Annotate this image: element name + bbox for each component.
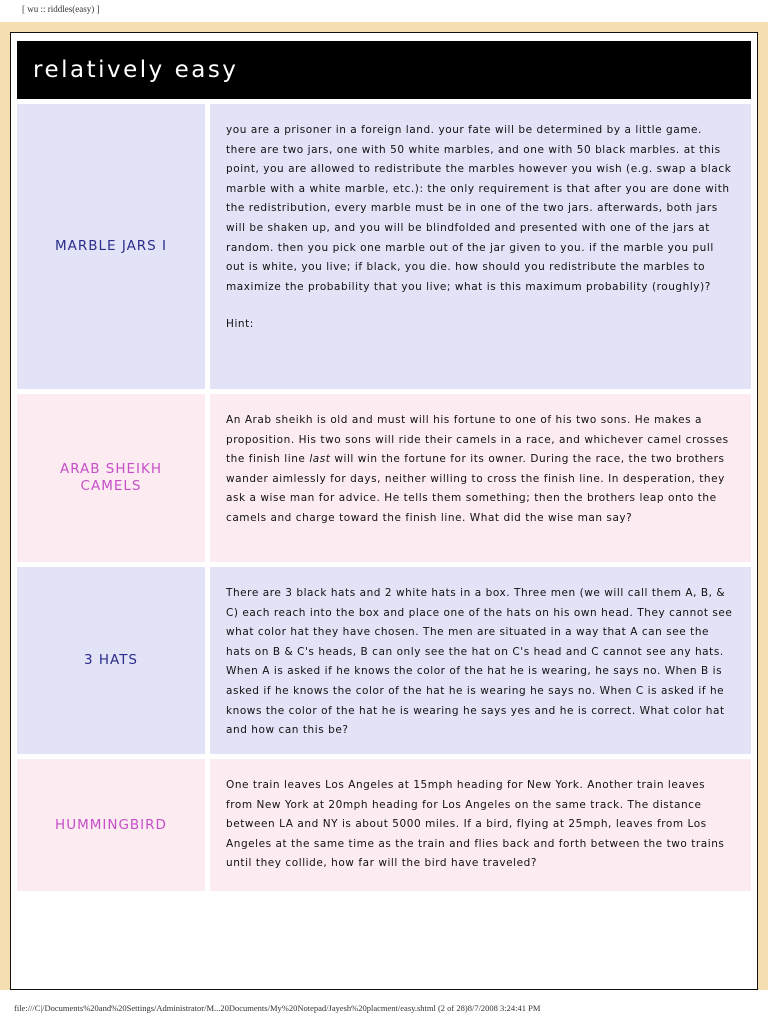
print-header: [ wu :: riddles(easy) ] [22, 4, 100, 14]
riddle-row-marble-jars [17, 104, 751, 389]
print-footer: file:///C|/Documents%20and%20Settings/Administrator/M...20Documents/My%20Notepad/Jayesh%20placment/easy.shtml (2 of 28)8/7/2008 3:24:41 PM [14, 1003, 541, 1013]
riddle-text-cell [210, 104, 751, 389]
riddle-text: you are a prisoner in a foreign land. your fate will be determined by a little game. there are two jars, one with 50 white marbles, and one with 50 black marbles. at this point, you are allowed to redistribute the marbles however you wish (e.g. swap a black marble with a white marble, etc.): the only requirement is that after you are done with the redistribution, every marble must be in one of the two jars. afterwards, both jars will be shaken up, and you will be blindfolded and presented with one of the jars at random. then you pick one marble out of the jar given to you. if the marble you pull out is white, you live; if black, you die. how should you redistribute the marbles to maximize the probability that you live; what is this maximum probability (roughly)? [226, 124, 732, 293]
riddle-title[interactable]: ARAB SHEIKH CAMELS [59, 461, 163, 494]
content-panel [10, 32, 758, 990]
riddle-title-cell [17, 759, 205, 891]
riddle-text-emphasis: last [309, 453, 331, 466]
riddle-title[interactable]: 3 HATS [83, 652, 139, 668]
riddle-text-part: An Arab sheikh is old and must will his fortune to one of his two sons. He makes a proposition. His two sons will ride their camels in a race, and whichever camel crosses the finish line [226, 414, 729, 466]
riddle-text: There are 3 black hats and 2 white hats in a box. Three men (we will call them A, B, & C) each reach into the box and place one of the hats on his own head. They cannot see what color hat they have chosen. The men are situated in a way that A can see the hats on B & C's heads, B can only see the hat on C's head and C cannot see any hats. When A is asked if he knows the color of the hat he is wearing, he says no. When B is asked if he knows the color of the hat he is wearing he says no. When C is asked if he knows the color of the hat he is wearing he says yes and he is correct. What color hat and how can this be? [226, 587, 733, 737]
page-frame [0, 22, 768, 990]
riddle-text-cell [210, 567, 751, 754]
riddle-title[interactable]: HUMMINGBIRD [55, 816, 167, 833]
riddle-text-cell [210, 394, 751, 562]
riddle-title-cell [17, 567, 205, 754]
riddle-row-arab-sheikh [17, 394, 751, 562]
riddle-title-cell [17, 104, 205, 389]
riddle-title[interactable]: MARBLE JARS I [54, 238, 168, 254]
riddle-row-3-hats [17, 567, 751, 754]
section-title-bar [17, 41, 751, 99]
riddle-row-hummingbird [17, 759, 751, 891]
riddle-text-part: will win the fortune for its owner. During the race, the two brothers wander aimlessly for days, neither willing to cross the finish line. In desperation, they ask a wise man for advice. He tells them something; then the brothers leap onto the camels and charge toward the finish line. What did the wise man say? [226, 453, 725, 524]
riddle-hint[interactable]: Hint: [226, 318, 254, 331]
riddle-title-cell [17, 394, 205, 562]
section-title: relatively easy [33, 57, 239, 83]
riddle-text-cell [210, 759, 751, 891]
riddle-text: One train leaves Los Angeles at 15mph heading for New York. Another train leaves from New York at 20mph heading for Los Angeles on the same track. The distance between LA and NY is about 5000 miles. If a bird, flying at 25mph, leaves from Los Angeles at the same time as the train and flies back and forth between the two trains until they collide, how far will the bird have traveled? [226, 779, 725, 870]
riddle-text [226, 411, 733, 529]
